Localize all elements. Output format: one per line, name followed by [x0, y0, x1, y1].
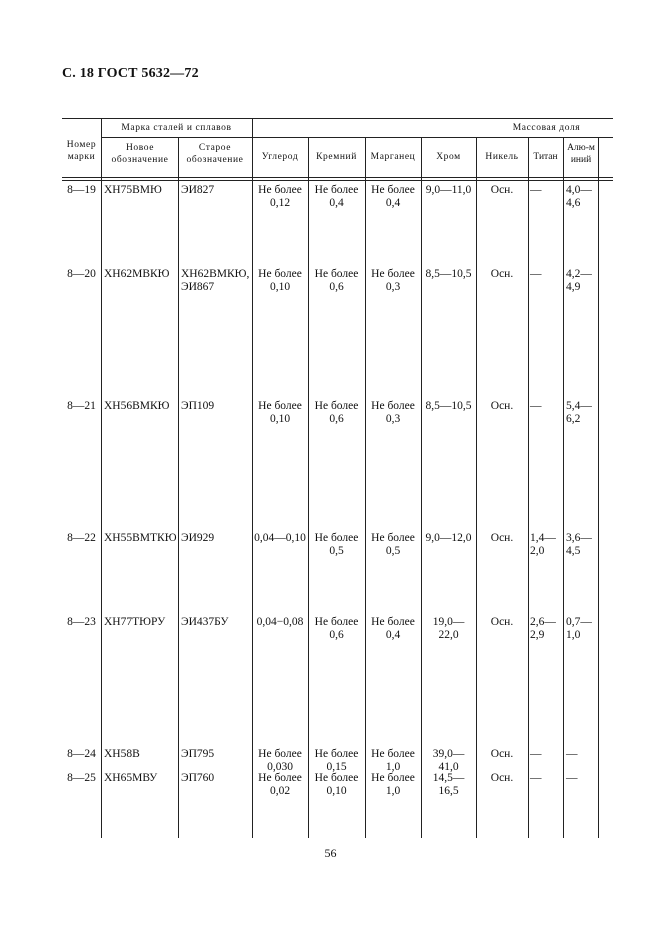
- cell-cr: 39,0—41,0: [432, 748, 465, 773]
- cell-cr: 19,0—22,0: [432, 616, 465, 641]
- cell-mn: Не более 1,0: [371, 748, 415, 773]
- cell-c: 0,04—0,10: [254, 532, 306, 544]
- cell-new: ХН62МВКЮ: [104, 268, 170, 280]
- cell-ti: —: [530, 268, 542, 280]
- header-col-manganese: Марганец: [370, 152, 416, 162]
- cell-old: ХН62ВМКЮ, ЭИ867: [181, 268, 250, 293]
- header-col-old: Старое обозначение: [186, 143, 244, 165]
- cell-al: —: [566, 772, 578, 784]
- header-col-silicon: Кремний: [316, 152, 357, 162]
- cell-num: 8—24: [67, 748, 96, 760]
- cell-old: ЭП760: [181, 772, 215, 784]
- cell-mn: Не более 0,4: [371, 184, 415, 209]
- cell-c: Не более 0,030: [258, 748, 302, 773]
- cell-new: ХН77ТЮРУ: [104, 616, 166, 628]
- cell-ti: 2,6— 2,9: [530, 616, 556, 641]
- cell-mn: Не более 0,3: [371, 400, 415, 425]
- cell-num: 8—23: [67, 616, 96, 628]
- cell-mn: Не более 0,4: [371, 616, 415, 641]
- header-col-number: Номер марки: [66, 140, 97, 162]
- cell-ti: —: [530, 748, 542, 760]
- cell-num: 8—22: [67, 532, 96, 544]
- cell-ti: —: [530, 772, 542, 784]
- cell-al: —: [566, 748, 578, 760]
- cell-c: 0,04−0,08: [256, 616, 304, 628]
- cell-ti: —: [530, 184, 542, 196]
- cell-ti: —: [530, 400, 542, 412]
- cell-si: Не более 0,5: [314, 532, 359, 557]
- page-number: 56: [324, 846, 337, 860]
- header-col-al: Алю-миний: [567, 143, 595, 165]
- cell-ni: Осн.: [490, 532, 514, 544]
- cell-si: Не более 0,10: [314, 772, 359, 797]
- cell-si: Не более 0,6: [314, 400, 359, 425]
- cell-old: ЭИ827: [181, 184, 215, 196]
- cell-ni: Осн.: [490, 616, 514, 628]
- header-col-carbon: Углерод: [261, 152, 299, 162]
- header-group-marks: Марка сталей и сплавов: [121, 123, 232, 133]
- cell-ni: Осн.: [490, 748, 514, 760]
- header-col-titan: Титан: [533, 152, 558, 162]
- cell-old: ЭИ437БУ: [181, 616, 229, 628]
- cell-cr: 8,5—10,5: [425, 400, 472, 412]
- cell-ni: Осн.: [490, 772, 514, 784]
- cell-ni: Осн.: [490, 400, 514, 412]
- cell-mn: Не более 0,5: [371, 532, 415, 557]
- header-col-nickel: Никель: [485, 152, 519, 162]
- cell-c: Не более 0,02: [258, 772, 302, 797]
- cell-new: ХН75ВМЮ: [104, 184, 162, 196]
- cell-si: Не более 0,6: [314, 616, 359, 641]
- header-col-chrome: Хром: [436, 152, 461, 162]
- cell-ni: Осн.: [490, 268, 514, 280]
- cell-al: 3,6— 4,5: [566, 532, 592, 557]
- cell-num: 8—19: [67, 184, 96, 196]
- cell-cr: 8,5—10,5: [425, 268, 472, 280]
- cell-cr: 9,0—11,0: [425, 184, 472, 196]
- cell-c: Не более 0,12: [258, 184, 302, 209]
- cell-old: ЭП109: [181, 400, 215, 412]
- cell-num: 8—20: [67, 268, 96, 280]
- header-group-mass: Массовая доля: [512, 123, 581, 133]
- cell-ti: 1,4— 2,0: [530, 532, 556, 557]
- page-header: С. 18 ГОСТ 5632—72: [62, 66, 199, 81]
- cell-num: 8—21: [67, 400, 96, 412]
- cell-al: 0,7— 1,0: [566, 616, 592, 641]
- cell-cr: 9,0—12,0: [425, 532, 472, 544]
- cell-old: ЭП795: [181, 748, 215, 760]
- cell-si: Не более 0,4: [314, 184, 359, 209]
- cell-new: ХН65МВУ: [104, 772, 158, 784]
- cell-mn: Не более 0,3: [371, 268, 415, 293]
- cell-si: Не более 0,15: [314, 748, 359, 773]
- cell-c: Не более 0,10: [258, 400, 302, 425]
- cell-al: 4,2— 4,9: [566, 268, 592, 293]
- cell-new: ХН56ВМКЮ: [104, 400, 170, 412]
- cell-mn: Не более 1,0: [371, 772, 415, 797]
- cell-al: 4,0— 4,6: [566, 184, 592, 209]
- cell-new: ХН58В: [104, 748, 140, 760]
- header-col-new: Новое обозначение: [111, 143, 169, 165]
- cell-new: ХН55ВМТКЮ: [104, 532, 177, 544]
- cell-old: ЭИ929: [181, 532, 215, 544]
- cell-c: Не более 0,10: [258, 268, 302, 293]
- cell-num: 8—25: [67, 772, 96, 784]
- cell-ni: Осн.: [490, 184, 514, 196]
- cell-al: 5,4— 6,2: [566, 400, 592, 425]
- cell-cr: 14,5—16,5: [432, 772, 465, 797]
- cell-si: Не более 0,6: [314, 268, 359, 293]
